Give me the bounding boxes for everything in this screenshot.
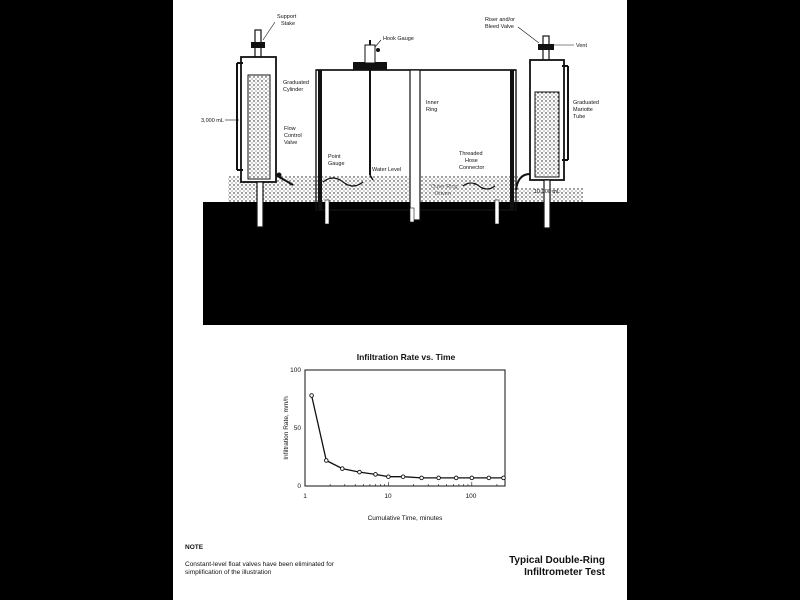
label-riser-2: Bleed Valve [485, 24, 514, 30]
y-axis-label: Infiltration Rate, mm/h [283, 396, 290, 460]
data-point [487, 476, 491, 480]
label-outer-ring-2: Driven [435, 191, 451, 197]
series-line [312, 396, 504, 478]
note-text-2: simplification of the illustration [185, 569, 272, 576]
label-mariotte-3: Tube [573, 114, 586, 120]
label-hose-2: Hose [465, 158, 478, 164]
label-graduated-cylinder-1: Graduated [283, 80, 309, 86]
note-text-1: Constant-level float valves have been eliminated for [185, 561, 334, 568]
label-flow-control-2: Control [284, 133, 302, 139]
caption-line-1: Typical Double-Ring [509, 555, 605, 566]
label-hose-1: Threaded [459, 151, 483, 157]
x-tick-100: 100 [465, 493, 477, 500]
infiltrometer-illustration [201, 14, 627, 325]
tick-marks [305, 482, 497, 486]
label-mariotte-2: Mariotte [573, 107, 593, 113]
label-riser-1: Riser and/or [485, 17, 515, 23]
plot-area [305, 370, 505, 486]
label-outer-ring-1: Outer Ring [431, 184, 458, 190]
label-point-gauge-1: Point [328, 154, 341, 160]
outer-ring-wall-left [318, 70, 322, 210]
data-point [324, 459, 328, 463]
x-axis-label: Cumulative Time, minutes [367, 515, 443, 522]
label-graduated-cylinder-2: Cylinder [283, 87, 304, 93]
label-hook-gauge: Hook Gauge [383, 36, 414, 42]
data-point [454, 476, 458, 480]
label-water-level: Water Level [372, 167, 402, 173]
inner-ring-wall [410, 70, 420, 220]
data-point [358, 470, 362, 474]
label-volume-left: 3,000 mL [201, 118, 224, 124]
figure-sheet [173, 0, 627, 600]
x-tick-10: 10 [384, 493, 392, 500]
label-flow-control-3: Valve [284, 140, 298, 146]
y-tick-50: 50 [293, 425, 301, 432]
data-point [420, 476, 424, 480]
data-point [437, 476, 441, 480]
infiltration-chart [283, 352, 505, 522]
data-point [401, 475, 405, 479]
data-point [470, 476, 474, 480]
series-layer [310, 394, 506, 480]
data-point [502, 476, 506, 480]
label-hose-3: Connector [459, 165, 485, 171]
data-point [374, 473, 378, 477]
footer [185, 544, 606, 578]
chart-title: Infiltration Rate vs. Time [356, 352, 456, 362]
outer-ring-wall-right [510, 70, 514, 210]
label-support-stake-2: Stake [281, 21, 296, 27]
y-tick-0: 0 [297, 483, 301, 490]
x-tick-1: 1 [303, 493, 307, 500]
label-inner-ring-2: Ring [426, 107, 438, 113]
label-inner-ring-1: Inner [426, 100, 439, 106]
data-point [387, 475, 391, 479]
label-point-gauge-2: Gauge [328, 161, 345, 167]
label-volume-right: 10,000 mL [534, 189, 560, 195]
label-vent: Vent [576, 43, 588, 49]
data-point [340, 467, 344, 471]
data-point [310, 394, 314, 398]
caption-line-2: Infiltrometer Test [524, 567, 605, 578]
label-mariotte-1: Graduated [573, 100, 599, 106]
label-flow-control-1: Flow [284, 126, 296, 132]
label-support-stake-1: Support [277, 14, 297, 20]
y-tick-100: 100 [290, 367, 301, 374]
note-heading: NOTE [185, 544, 204, 551]
figure-svg [173, 0, 627, 600]
